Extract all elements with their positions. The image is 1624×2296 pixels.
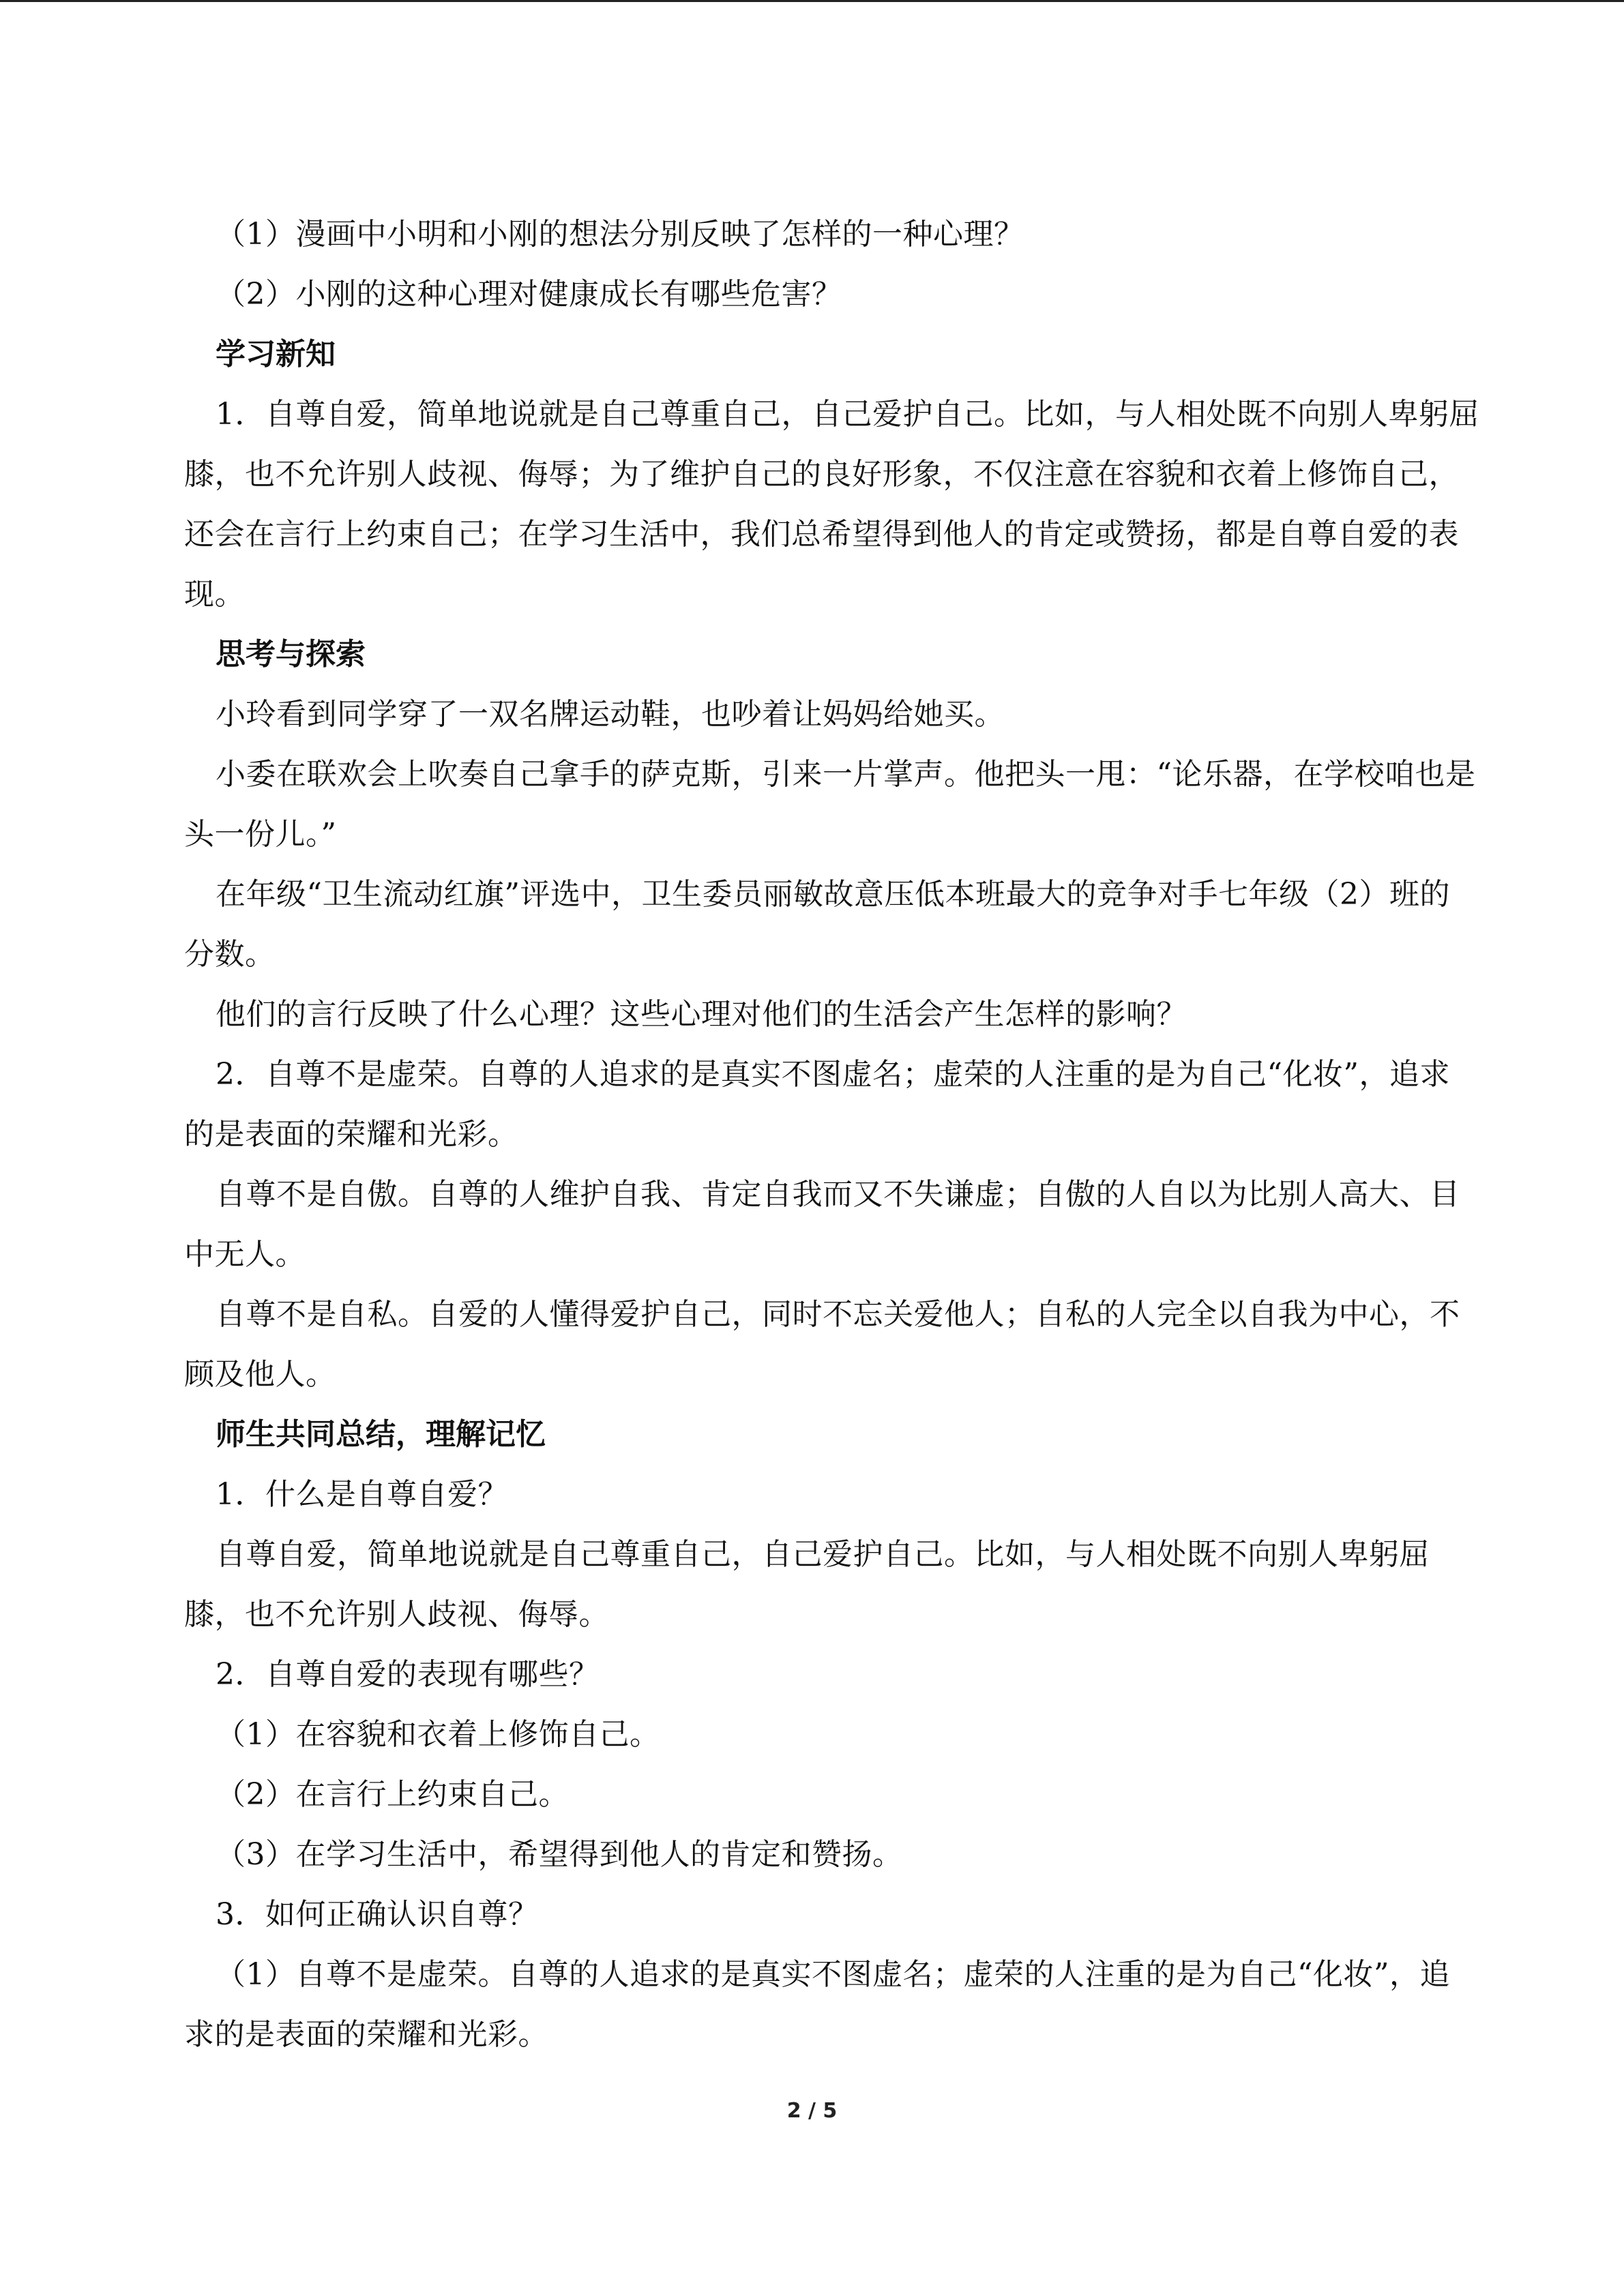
summary-question-2: 2．自尊自爱的表现有哪些？ <box>216 1657 600 1692</box>
top-border-rule <box>0 0 1624 2</box>
question-2: （2）小刚的这种心理对健康成长有哪些危害？ <box>216 277 842 312</box>
paragraph-not-selfish: 自尊不是自私。自爱的人懂得爱护自己，同时不忘关爱他人；自私的人完全以自我为中心，不顾及他人。 <box>184 1297 1460 1392</box>
paragraph-not-arrogance: 自尊不是自傲。自尊的人维护自我、肯定自我而又不失谦虚；自傲的人自以为比别人高大、目中无人。 <box>184 1177 1460 1272</box>
summary-answer-2-item-2: （2）在言行上约束自己。 <box>216 1777 569 1812</box>
summary-question-1: 1．什么是自尊自爱？ <box>216 1477 508 1512</box>
summary-answer-1: 自尊自爱，简单地说就是自己尊重自己，自己爱护自己。比如，与人相处既不向别人卑躬屈膝，也不允许别人歧视、侮辱。 <box>184 1537 1430 1632</box>
summary-answer-2-item-3: （3）在学习生活中，希望得到他人的肯定和赞扬。 <box>216 1837 903 1872</box>
summary-question-3: 3．如何正确认识自尊？ <box>216 1897 539 1932</box>
page-number: 2 / 5 <box>786 2099 838 2123</box>
document-page <box>184 205 1480 2065</box>
paragraph-xiaoling: 小玲看到同学穿了一双名牌运动鞋，也吵着让妈妈给她买。 <box>216 697 1005 732</box>
section-heading-summary: 师生共同总结，理解记忆 <box>216 1417 546 1452</box>
summary-answer-2-item-1: （1）在容貌和衣着上修饰自己。 <box>216 1717 660 1752</box>
paragraph-question-psychology: 他们的言行反映了什么心理？这些心理对他们的生活会产生怎样的影响？ <box>216 997 1187 1032</box>
paragraph-xiaowei: 小委在联欢会上吹奏自己拿手的萨克斯，引来一片掌声。他把头一甩：“论乐器，在学校咱也是头一份儿。” <box>184 757 1476 852</box>
section-heading-think-explore: 思考与探索 <box>216 637 366 672</box>
paragraph-limin: 在年级“卫生流动红旗”评选中，卫生委员丽敏故意压低本班最大的竞争对手七年级（2）班的分数。 <box>184 877 1450 972</box>
section-heading-learn-new: 学习新知 <box>216 337 336 372</box>
paragraph-not-vanity: 2．自尊不是虚荣。自尊的人追求的是真实不图虚名；虚荣的人注重的是为自己“化妆”，追求的是表面的荣耀和光彩。 <box>184 1057 1450 1152</box>
paragraph-self-respect-definition: 1．自尊自爱，简单地说就是自己尊重自己，自己爱护自己。比如，与人相处既不向别人卑躬屈膝，也不允许别人歧视、侮辱；为了维护自己的良好形象，不仅注意在容貌和衣着上修饰自己，还会在言行上约束自己；在学习生活中，我们总希望得到他人的肯定或赞扬，都是自尊自爱的表现。 <box>184 397 1479 612</box>
summary-answer-3-item-1: （1）自尊不是虚荣。自尊的人追求的是真实不图虚名；虚荣的人注重的是为自己“化妆”，追求的是表面的荣耀和光彩。 <box>184 1957 1450 2052</box>
question-1: （1）漫画中小明和小刚的想法分别反映了怎样的一种心理？ <box>216 217 1024 252</box>
